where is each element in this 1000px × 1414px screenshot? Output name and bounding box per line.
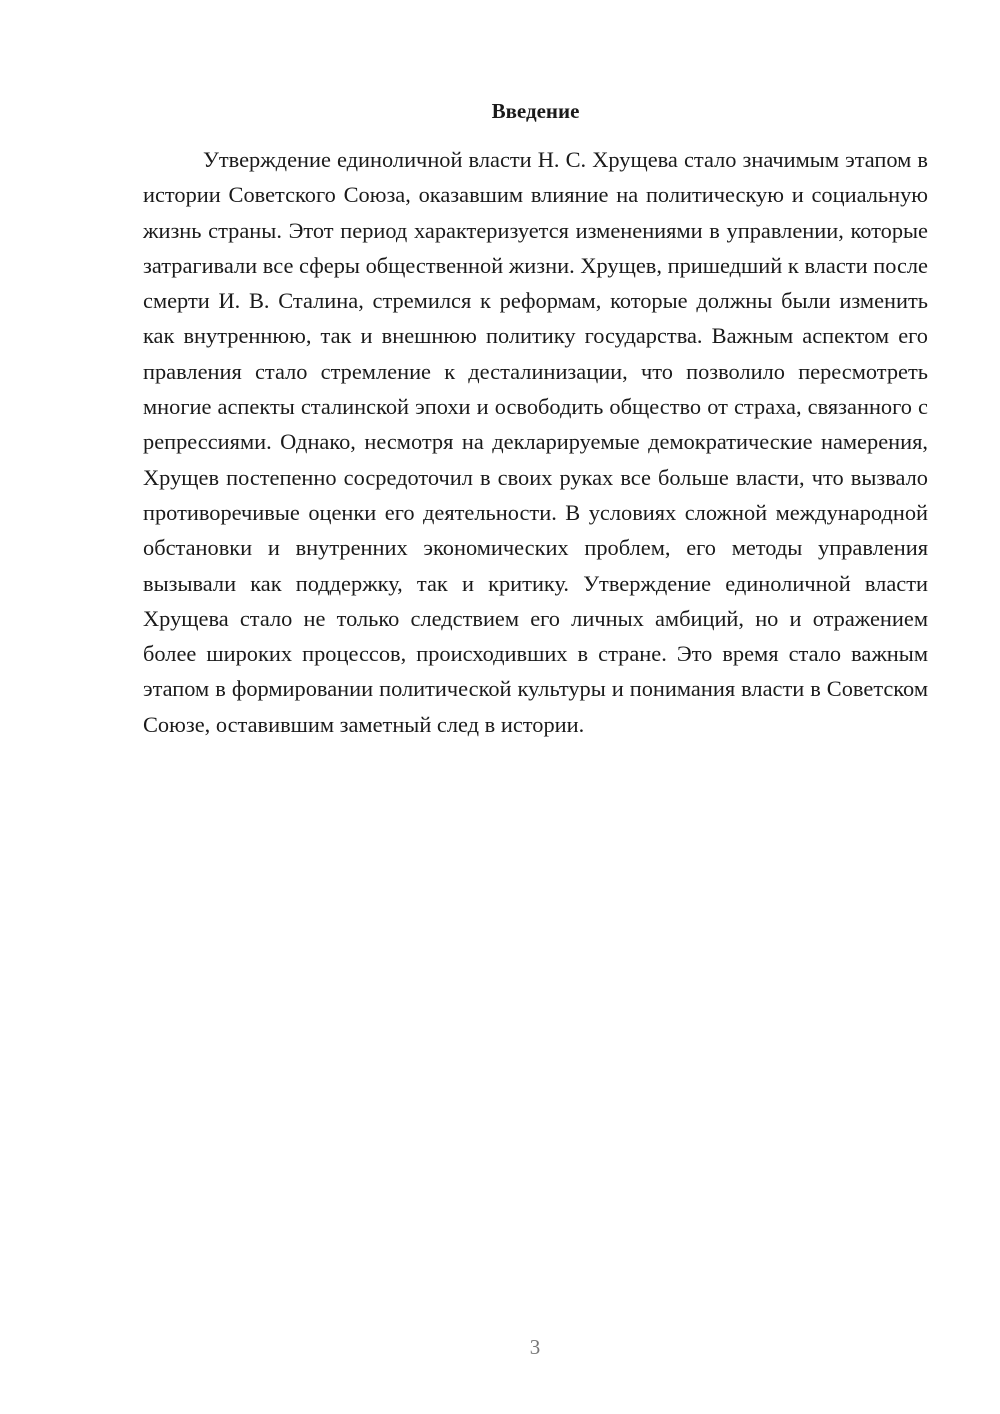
page-number: 3 (529, 1335, 541, 1359)
body-paragraph: Утверждение единоличной власти Н. С. Хрущева стало значимым этапом в истории Советского Союза, оказавшим влияние на политическую и социальную жизнь страны. Этот период характеризуется изменениями в управлении, которые затрагивали все сферы общественной жизни. Хрущев, пришедший к власти после смерти И. В. Сталина, стремился к реформам, которые должны были изменить как внутреннюю, так и внешнюю политику государства. Важным аспектом его правления стало стремление к десталинизации, что позволило пересмотреть многие аспекты сталинской эпохи и освободить общество от страха, связанного с репрессиями. Однако, несмотря на декларируемые демократические намерения, Хрущев постепенно сосредоточил в своих руках все больше власти, что вызвало противоречивые оценки его деятельности. В условиях сложной международной обстановки и внутренних экономических проблем, его методы управления вызывали как поддержку, так и критику. Утверждение единоличной власти Хрущева стало не только следствием его личных амбиций, но и отражением более широких процессов, происходивших в стране. Это время стало важным этапом в формировании политической культуры и понимания власти в Советском Союзе, оставившим заметный след в истории. (143, 147, 928, 737)
section-heading: Введение (491, 99, 580, 123)
